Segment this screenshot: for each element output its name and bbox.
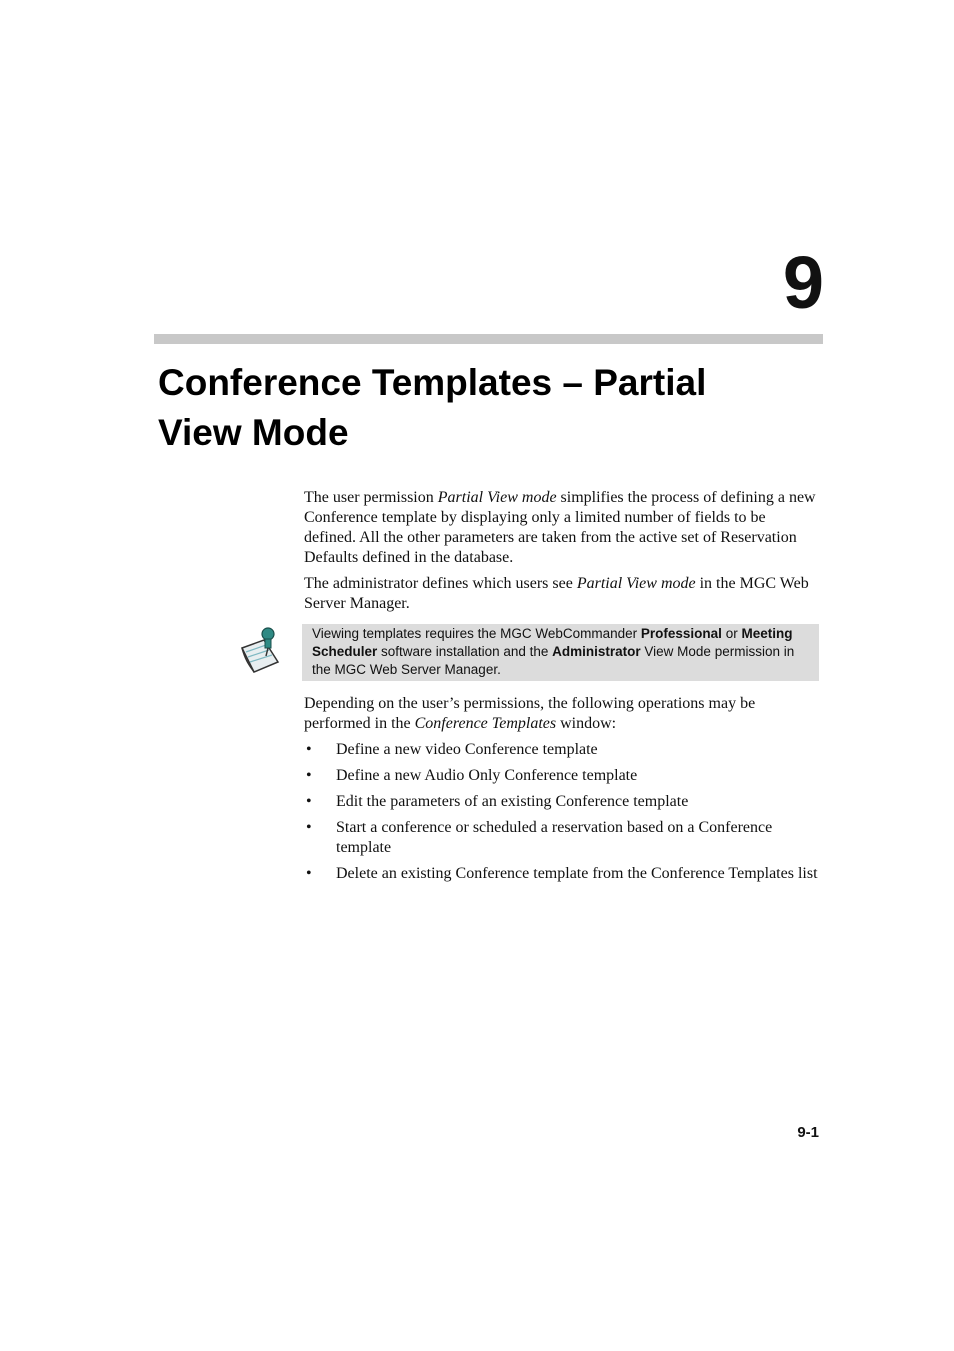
note-pin-icon bbox=[238, 626, 284, 674]
intro-text: The user permission bbox=[304, 489, 438, 506]
page-number: 9-1 bbox=[797, 1124, 819, 1141]
list-item-text: Start a conference or scheduled a reservation based on a Conference template bbox=[336, 819, 773, 856]
operations-text: window: bbox=[556, 715, 617, 732]
bullet-icon: • bbox=[306, 793, 312, 810]
bullet-icon: • bbox=[306, 767, 312, 784]
intro-text: The administrator defines which users see bbox=[304, 575, 577, 592]
operations-paragraph bbox=[304, 694, 820, 734]
bullet-icon: • bbox=[306, 741, 312, 758]
list-item-text: Define a new video Conference template bbox=[336, 741, 598, 758]
intro-paragraph-1 bbox=[304, 488, 820, 568]
note-bold: Professional bbox=[640, 626, 722, 641]
list-item-text: Define a new Audio Only Conference template bbox=[336, 767, 638, 784]
intro-text: simplifies the process of defining a new Conference template by displaying only a limited number of fields to be defined. All the other parameters are taken from the active set of Reservation Defaults defined in the database. bbox=[304, 489, 816, 566]
list-item-text: Delete an existing Conference template from the Conference Templates list bbox=[336, 865, 818, 882]
operations-emphasis: Conference Templates bbox=[414, 715, 557, 732]
intro-emphasis: Partial View mode bbox=[437, 489, 557, 506]
intro-emphasis: Partial View mode bbox=[576, 575, 696, 592]
note-bold: Meeting Scheduler bbox=[312, 626, 793, 659]
list-item-text: Edit the parameters of an existing Conference template bbox=[336, 793, 689, 810]
list-item bbox=[304, 792, 820, 812]
list-item bbox=[304, 766, 820, 786]
list-item bbox=[304, 864, 820, 884]
operations-text: Depending on the user’s permissions, the following operations may be performed in the bbox=[304, 695, 756, 732]
chapter-number: 9 bbox=[782, 241, 824, 324]
note-bold: Administrator bbox=[552, 644, 641, 659]
list-item bbox=[304, 818, 820, 858]
chapter-title: Conference Templates – Partial View Mode bbox=[158, 362, 707, 453]
note-text: View Mode permission in the MGC Web Server Manager. bbox=[312, 644, 795, 677]
note-box bbox=[302, 624, 819, 681]
bullet-icon: • bbox=[306, 819, 312, 836]
bullet-icon: • bbox=[306, 865, 312, 882]
intro-text: in the MGC Web Server Manager. bbox=[304, 575, 809, 612]
body-column bbox=[304, 488, 820, 890]
note-text: Viewing templates requires the MGC WebCommander bbox=[312, 626, 641, 641]
intro-paragraph-2 bbox=[304, 574, 820, 614]
note-text: or bbox=[721, 626, 742, 641]
note-text: software installation and the bbox=[377, 644, 553, 659]
chapter-rule bbox=[154, 334, 823, 344]
operations-list bbox=[304, 740, 820, 884]
list-item bbox=[304, 740, 820, 760]
